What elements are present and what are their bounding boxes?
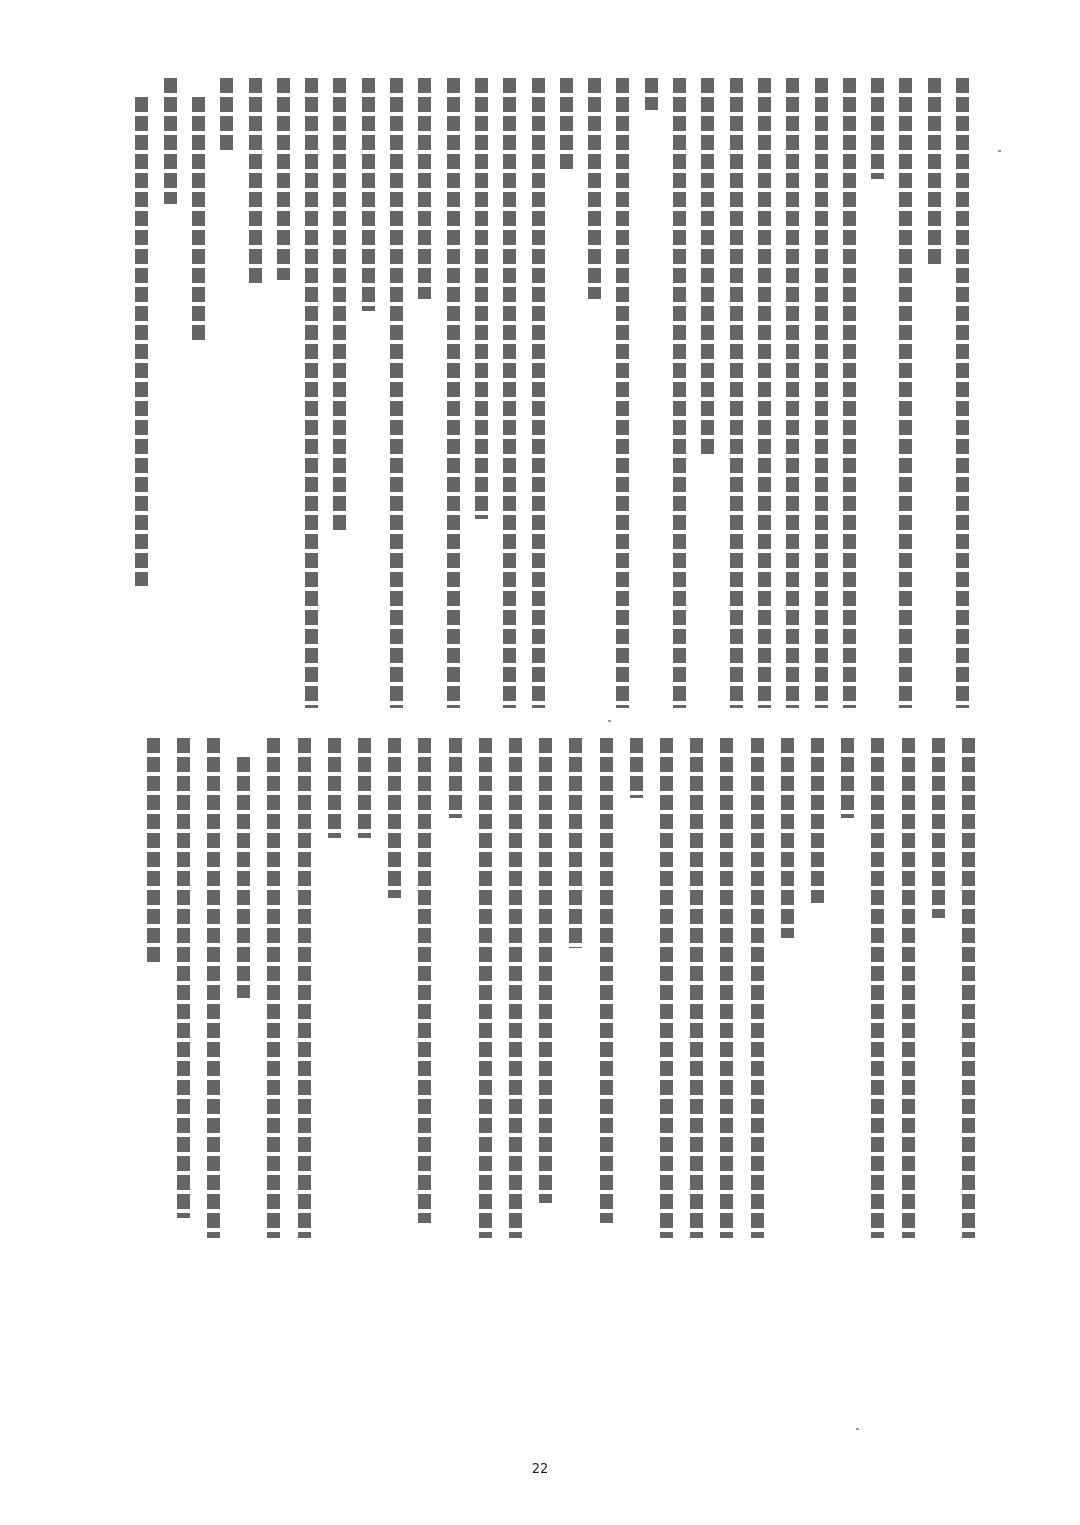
text-line-placeholder xyxy=(475,78,488,519)
text-line-placeholder xyxy=(871,738,884,1238)
text-line-placeholder xyxy=(362,78,375,311)
text-line-placeholder xyxy=(147,738,160,963)
text-line-placeholder xyxy=(305,78,318,708)
text-line-placeholder xyxy=(388,738,401,898)
text-line-placeholder xyxy=(164,78,177,204)
text-line-placeholder xyxy=(932,738,945,918)
text-line-placeholder xyxy=(843,78,856,708)
text-line-placeholder xyxy=(956,78,969,708)
text-line-placeholder xyxy=(701,78,714,456)
text-line-placeholder xyxy=(418,78,431,299)
text-line-placeholder xyxy=(786,78,799,708)
text-line-placeholder xyxy=(841,738,854,818)
text-line-placeholder xyxy=(220,78,233,154)
text-line-placeholder xyxy=(207,738,220,1238)
text-line-placeholder xyxy=(267,738,280,1238)
text-line-placeholder xyxy=(569,738,582,948)
text-line-placeholder xyxy=(871,78,884,179)
text-line-placeholder xyxy=(237,757,250,998)
text-line-placeholder xyxy=(390,78,403,708)
text-line-placeholder xyxy=(447,78,460,708)
text-line-placeholder xyxy=(720,738,733,1238)
scan-speck xyxy=(856,1428,859,1430)
text-line-placeholder xyxy=(177,738,190,1218)
text-line-placeholder xyxy=(730,78,743,708)
text-line-placeholder xyxy=(328,738,341,838)
text-line-placeholder xyxy=(479,738,492,1238)
text-line-placeholder xyxy=(758,78,771,708)
text-line-placeholder xyxy=(811,738,824,903)
scan-speck xyxy=(998,150,1001,152)
text-block-bottom xyxy=(118,738,976,1248)
text-line-placeholder xyxy=(277,78,290,280)
text-line-placeholder xyxy=(560,78,573,173)
text-line-placeholder xyxy=(600,738,613,1223)
text-line-placeholder xyxy=(928,78,941,267)
text-line-placeholder xyxy=(781,738,794,938)
text-line-placeholder xyxy=(645,78,658,110)
text-line-placeholder xyxy=(192,97,205,341)
text-line-placeholder xyxy=(815,78,828,708)
text-line-placeholder xyxy=(690,738,703,1238)
text-line-placeholder xyxy=(503,78,516,708)
text-line-placeholder xyxy=(588,78,601,299)
text-line-placeholder xyxy=(751,738,764,1238)
text-line-placeholder xyxy=(902,738,915,1238)
text-line-placeholder xyxy=(616,78,629,708)
text-line-placeholder xyxy=(962,738,975,1238)
text-line-placeholder xyxy=(539,738,552,1203)
text-line-placeholder xyxy=(673,78,686,708)
text-line-placeholder xyxy=(630,738,643,798)
scan-speck xyxy=(608,720,611,722)
text-line-placeholder xyxy=(298,738,311,1238)
page-number: 22 xyxy=(531,1462,549,1477)
text-line-placeholder xyxy=(249,78,262,286)
text-line-placeholder xyxy=(333,78,346,532)
text-line-placeholder xyxy=(358,738,371,838)
text-line-placeholder xyxy=(660,738,673,1238)
text-block-top xyxy=(140,78,970,718)
text-line-placeholder xyxy=(899,78,912,708)
text-line-placeholder xyxy=(418,738,431,1223)
text-line-placeholder xyxy=(135,97,148,586)
text-line-placeholder xyxy=(449,738,462,818)
text-line-placeholder xyxy=(509,738,522,1238)
text-line-placeholder xyxy=(532,78,545,708)
